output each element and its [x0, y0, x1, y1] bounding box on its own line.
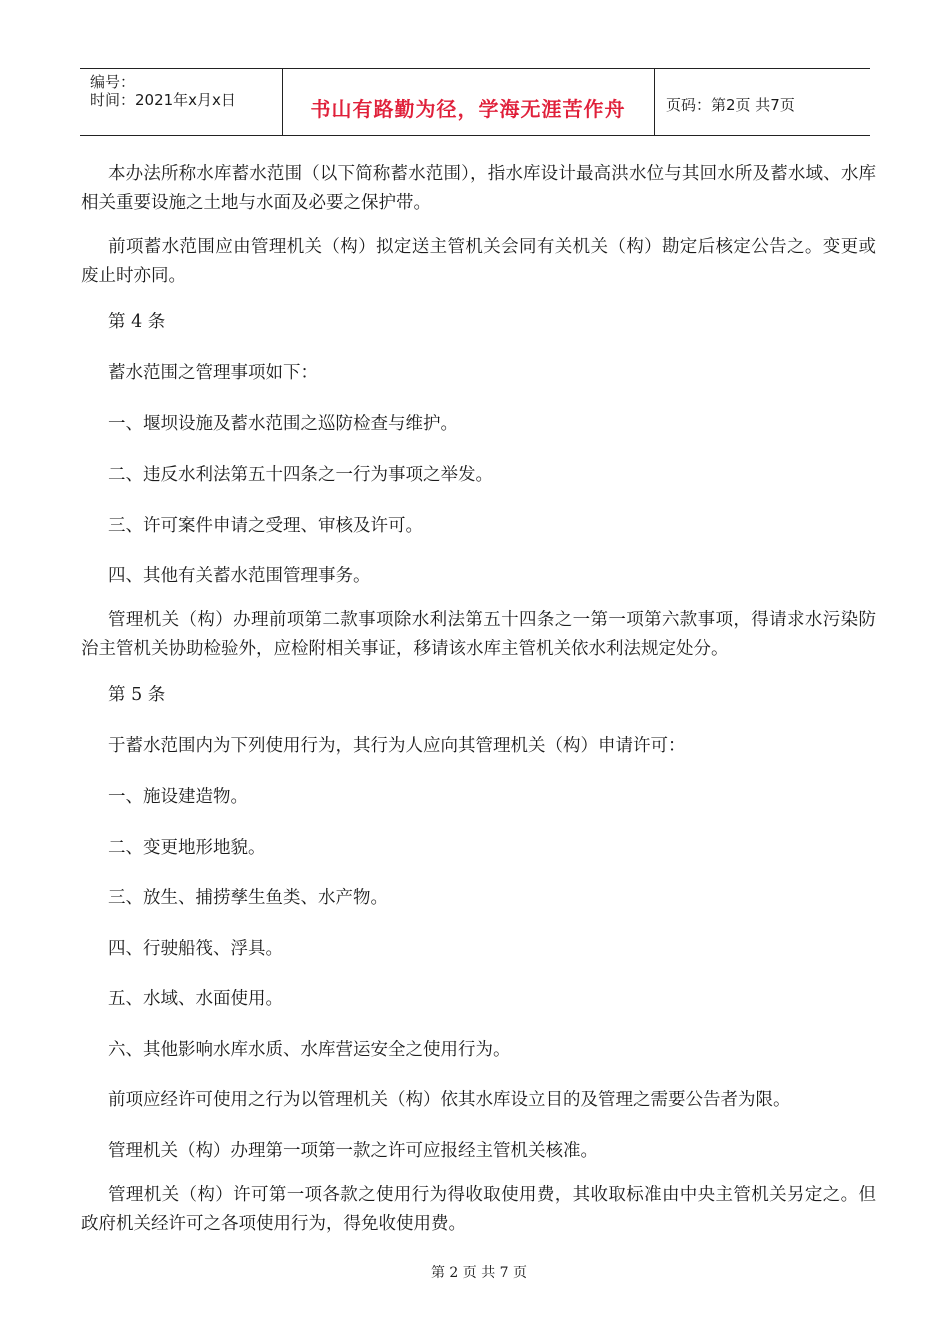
paragraph-management-items: 蓄水范围之管理事项如下：: [108, 363, 318, 383]
paragraph-permit-scope: 前项应经许可使用之行为以管理机关（构）依其水库设立目的及管理之需要公告者为限。: [108, 1090, 791, 1110]
paragraph-permit-approval: 管理机关（构）办理第一项第一款之许可应报经主管机关核准。: [108, 1141, 598, 1161]
list-item: 六、其他影响水库水质、水库营运安全之使用行为。: [108, 1040, 511, 1060]
header-motto-cell: [282, 69, 655, 135]
list-item: 二、违反水利法第五十四条之一行为事项之举发。: [108, 465, 493, 485]
article-heading-4: 第 4 条: [108, 312, 166, 332]
header-meta-cell: [80, 69, 283, 135]
list-item: 三、放生、捕捞孳生鱼类、水产物。: [108, 888, 388, 908]
page-footer: 第 2 页 共 7 页: [430, 1265, 528, 1281]
paragraph-enforcement: 管理机关（构）办理前项第二款事项除水利法第五十四条之一第一项第六款事项，得请求水污染防治主管机关协助检验外，应检附相关事证，移请该水库主管机关依水利法规定处分。: [81, 610, 876, 659]
list-item: 一、堰坝设施及蓄水范围之巡防检查与维护。: [108, 414, 458, 434]
list-item: 四、行驶船筏、浮具。: [108, 939, 283, 959]
list-item: 一、施设建造物。: [108, 787, 248, 807]
paragraph-definition: 本办法所称水库蓄水范围（以下简称蓄水范围），指水库设计最高洪水位与其回水所及蓄水域、水库相关重要设施之土地与水面及必要之保护带。: [81, 164, 876, 213]
document-header: [80, 68, 870, 136]
header-page-info: 页码：第2页 共7页: [666, 96, 795, 114]
header-page-cell: [656, 69, 870, 135]
article-heading-5: 第 5 条: [108, 685, 166, 705]
list-item: 二、变更地形地貌。: [108, 838, 266, 858]
paragraph-range-approval: 前项蓄水范围应由管理机关（构）拟定送主管机关会同有关机关（构）勘定后核定公告之。变更或废止时亦同。: [81, 237, 876, 286]
list-item: 四、其他有关蓄水范围管理事务。: [108, 566, 371, 586]
list-item: 三、许可案件申请之受理、审核及许可。: [108, 516, 423, 536]
document-date-label: 时间：2021年x月x日: [90, 91, 236, 109]
paragraph-permit-request: 于蓄水范围内为下列使用行为，其行为人应向其管理机关（构）申请许可：: [108, 736, 686, 756]
list-item: 五、水域、水面使用。: [108, 989, 283, 1009]
paragraph-usage-fee: 管理机关（构）许可第一项各款之使用行为得收取使用费，其收取标准由中央主管机关另定之。但政府机关经许可之各项使用行为，得免收使用费。: [81, 1185, 876, 1234]
header-motto: 书山有路勤为径，学海无涯苦作舟: [310, 97, 626, 121]
document-code-label: 编号：: [90, 73, 136, 91]
